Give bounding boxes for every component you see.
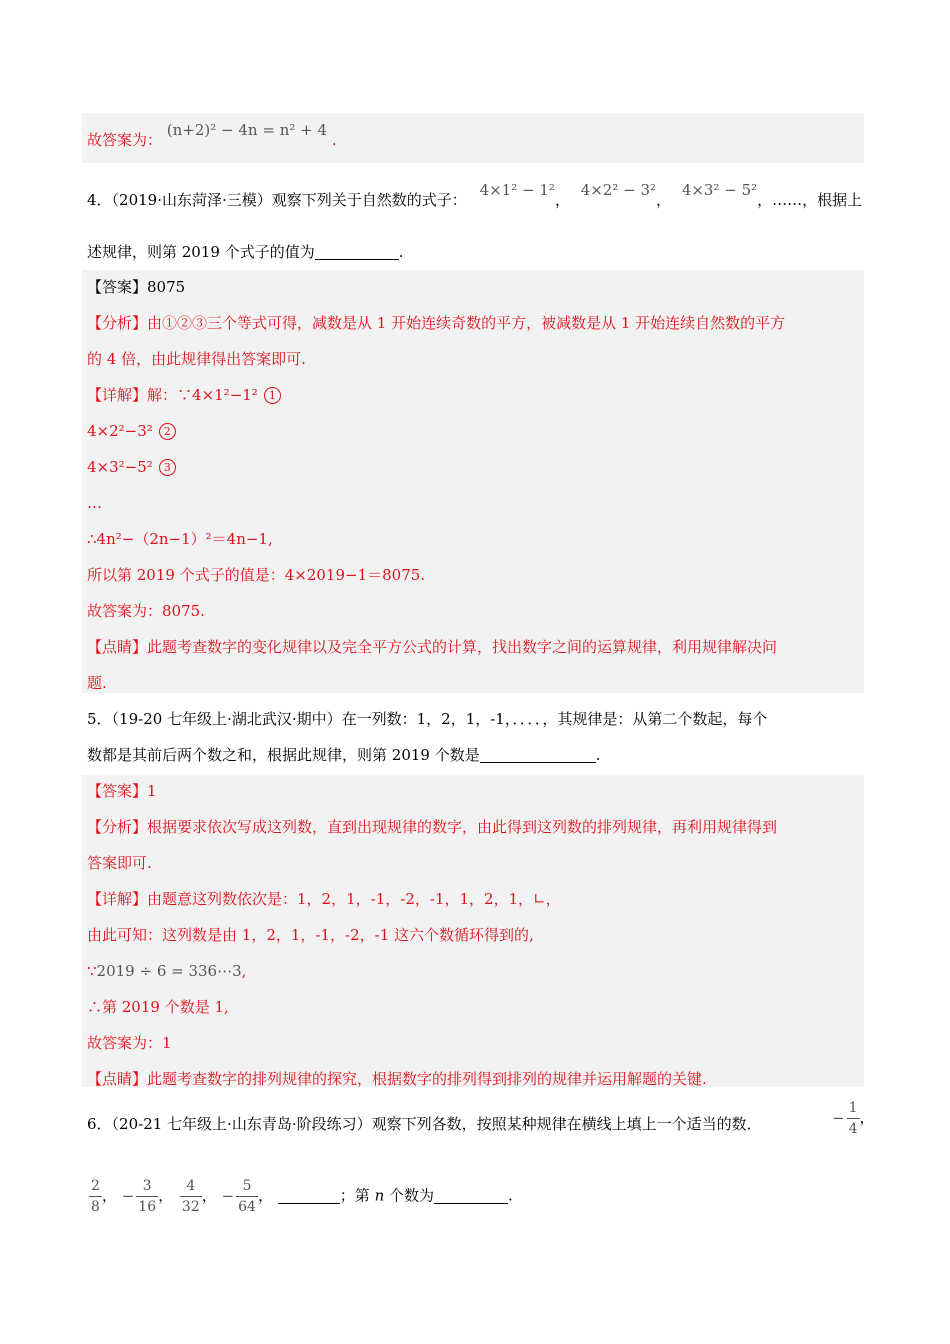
q4-analysis: 【分析】由①②③三个等式可得，减数是从 1 开始连续奇数的平方，被减数是从 1 开始连续自然数的平方: [87, 314, 786, 332]
q4-analysis-cont: 的 4 倍，由此规律得出答案即可.: [87, 350, 306, 368]
q5-analysis: 【分析】根据要求依次写成这列数，直到出现规律的数字，由此得到这列数的排列规律，再利用规律得到: [87, 818, 778, 836]
q5-comment: 【点睛】此题考查数字的排列规律的探究，根据数字的排列得到排列的规律并运用解题的关键.: [87, 1070, 707, 1088]
q4-answer-blank[interactable]: [315, 243, 399, 260]
circled-number-1: 1: [264, 387, 281, 404]
q4-final-answer: 故答案为：8075.: [87, 602, 205, 620]
q3-final-answer: 故答案为： (n+2)² − 4n = n² + 4 .: [87, 121, 337, 149]
q6-fraction-4: $\frac{4}{32}$: [181, 1178, 200, 1215]
q6-nth-number-blank[interactable]: [434, 1187, 508, 1204]
q4-detail-dots: …: [87, 494, 102, 512]
q5-detail-cycle: 由此可知：这列数是由 1，2，1，-1，-2，-1 这六个数循环得到的,: [87, 926, 534, 944]
q5-answer-blank[interactable]: [480, 746, 596, 763]
q4-comment: 【点睛】此题考查数字的变化规律以及完全平方公式的计算，找出数字之间的运算规律，利用规律解决问: [87, 638, 778, 656]
q4-stem-line-2: 述规律，则第 2019 个式子的值为 .: [87, 243, 404, 261]
q6-fraction-5: $\frac{5}{64}$: [238, 1178, 256, 1215]
q4-solution-box: [82, 270, 864, 693]
q5-stem-line-2: 数都是其前后两个数之和，根据此规律，则第 2019 个数是 .: [87, 746, 601, 764]
q6-next-number-blank[interactable]: [278, 1187, 340, 1204]
q4-answer: 【答案】8075: [87, 278, 186, 296]
q6-stem-line-2: $\frac{2}{8}$ ， − $\frac{3}{16}$ ， $\frac{4}{32}$ ， − $\frac{5}{64}$ ， ；第 n 个数为 .: [91, 1178, 513, 1215]
circled-number-2: 2: [159, 423, 176, 440]
q4-expr-1: 4×1² − 1²: [479, 181, 555, 199]
q6-fraction-1: − $\frac{1}{4}$ ，: [832, 1100, 875, 1137]
q5-analysis-cont: 答案即可.: [87, 854, 152, 872]
q4-stem-line-1: 4．（2019·山东菏泽·三模）观察下列关于自然数的式子： 4×1² − 1²， 4×2² − 3²， 4×3² − 5²，……，根据上: [87, 181, 863, 209]
q4-detail-eq3: 4×3²−5² 3: [87, 457, 176, 477]
q5-conclusion: ∴第 2019 个数是 1,: [87, 998, 229, 1016]
q5-detail-division: ∵2019 ÷ 6 = 336⋯3,: [87, 962, 247, 980]
q5-division-formula: 2019 ÷ 6 = 336⋯3: [96, 962, 242, 980]
q5-detail-sequence: 【详解】由题意这列数依次是：1，2，1，-1，-2，-1，1，2，1，∟，: [87, 890, 561, 908]
q4-comment-cont: 题.: [87, 674, 107, 692]
q6-fraction-3: $\frac{3}{16}$: [138, 1178, 157, 1215]
q4-expr-2: 4×2² − 3²: [580, 181, 657, 199]
q4-detail-general: ∴4n²−（2n−1）²＝4n−1,: [87, 530, 273, 548]
q5-answer: 【答案】1: [87, 782, 157, 800]
q4-detail-result: 所以第 2019 个式子的值是：4×2019−1＝8075.: [87, 566, 426, 584]
q5-final-answer: 故答案为：1: [87, 1034, 172, 1052]
q3-formula: (n+2)² − 4n = n² + 4: [166, 121, 328, 139]
circled-number-3: 3: [159, 459, 176, 476]
q6-stem-line-1: 6．（20-21 七年级上·山东青岛·阶段练习）观察下列各数，按照某种规律在横线上填上一个适当的数．: [87, 1115, 762, 1133]
q4-detail-eq2: 4×2²−3² 2: [87, 421, 176, 441]
q5-stem-line-1: 5．（19-20 七年级上·湖北武汉·期中）在一列数：1，2，1，-1，．．．．，其规律是：从第二个数起，每个: [87, 710, 768, 728]
q4-detail-eq1: 【详解】解：∵4×1²−1² 1: [87, 385, 281, 405]
q6-fraction-2: $\frac{2}{8}$: [91, 1178, 100, 1215]
q4-expr-3: 4×3² − 5²: [681, 181, 758, 199]
